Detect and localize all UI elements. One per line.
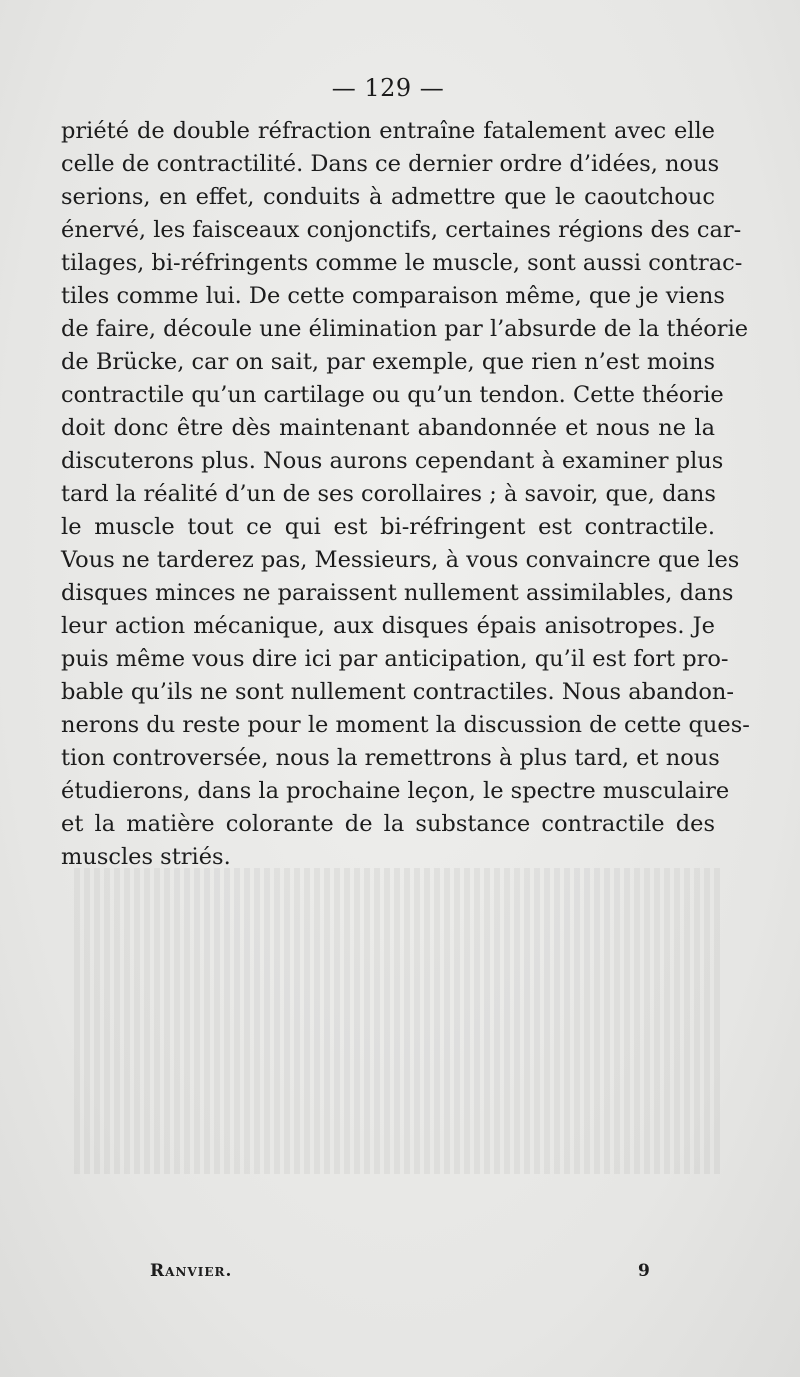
text-line: de Brücke, car on sait, par exemple, que rien n’est moins	[61, 349, 715, 375]
text-line: tilages, bi-réfringents comme le muscle, sont aussi contrac-	[61, 250, 743, 276]
text-line: Vous ne tarderez pas, Messieurs, à vous convaincre que les	[61, 547, 740, 573]
text-line: le muscle tout ce qui est bi-réfringent est contractile.	[61, 514, 715, 540]
text-line: tiles comme lui. De cette comparaison même, que je viens	[61, 283, 725, 309]
text-line: nerons du reste pour le moment la discussion de cette ques-	[61, 712, 750, 738]
text-line: doit donc être dès maintenant abandonnée et nous ne la	[61, 415, 715, 441]
text-line: leur action mécanique, aux disques épais anisotropes. Je	[61, 613, 715, 639]
text-line: disques minces ne paraissent nullement assimilables, dans	[61, 580, 734, 606]
footer-signature-mark: 9	[638, 1261, 650, 1281]
text-line: contractile qu’un cartilage ou qu’un tendon. Cette théorie	[61, 382, 724, 408]
text-line: et la matière colorante de la substance contractile des	[61, 811, 715, 837]
text-line: tard la réalité d’un de ses corollaires ; à savoir, que, dans	[61, 481, 716, 507]
text-line: celle de contractilité. Dans ce dernier ordre d’idées, nous	[61, 151, 720, 177]
text-line-last: muscles striés.	[61, 844, 231, 870]
text-line: tion controversée, nous la remettrons à plus tard, et nous	[61, 745, 720, 771]
text-line: serions, en effet, conduits à admettre que le caoutchouc	[61, 184, 715, 210]
text-line: bable qu’ils ne sont nullement contractiles. Nous abandon-	[61, 679, 735, 705]
text-line: puis même vous dire ici par anticipation, qu’il est fort pro-	[61, 646, 729, 672]
text-line: étudierons, dans la prochaine leçon, le spectre musculaire	[61, 778, 730, 804]
text-line: discuterons plus. Nous aurons cependant à examiner plus	[61, 448, 724, 474]
page-number: — 129 —	[331, 74, 445, 102]
text-line: de faire, découle une élimination par l’absurde de la théorie	[61, 316, 749, 342]
text-line: priété de double réfraction entraîne fatalement avec elle	[61, 118, 715, 144]
bleed-through-texture	[70, 868, 720, 1174]
footer-author: Ranvier.	[150, 1261, 233, 1281]
text-line: énervé, les faisceaux conjonctifs, certaines régions des car-	[61, 217, 742, 243]
body-text	[61, 115, 750, 874]
